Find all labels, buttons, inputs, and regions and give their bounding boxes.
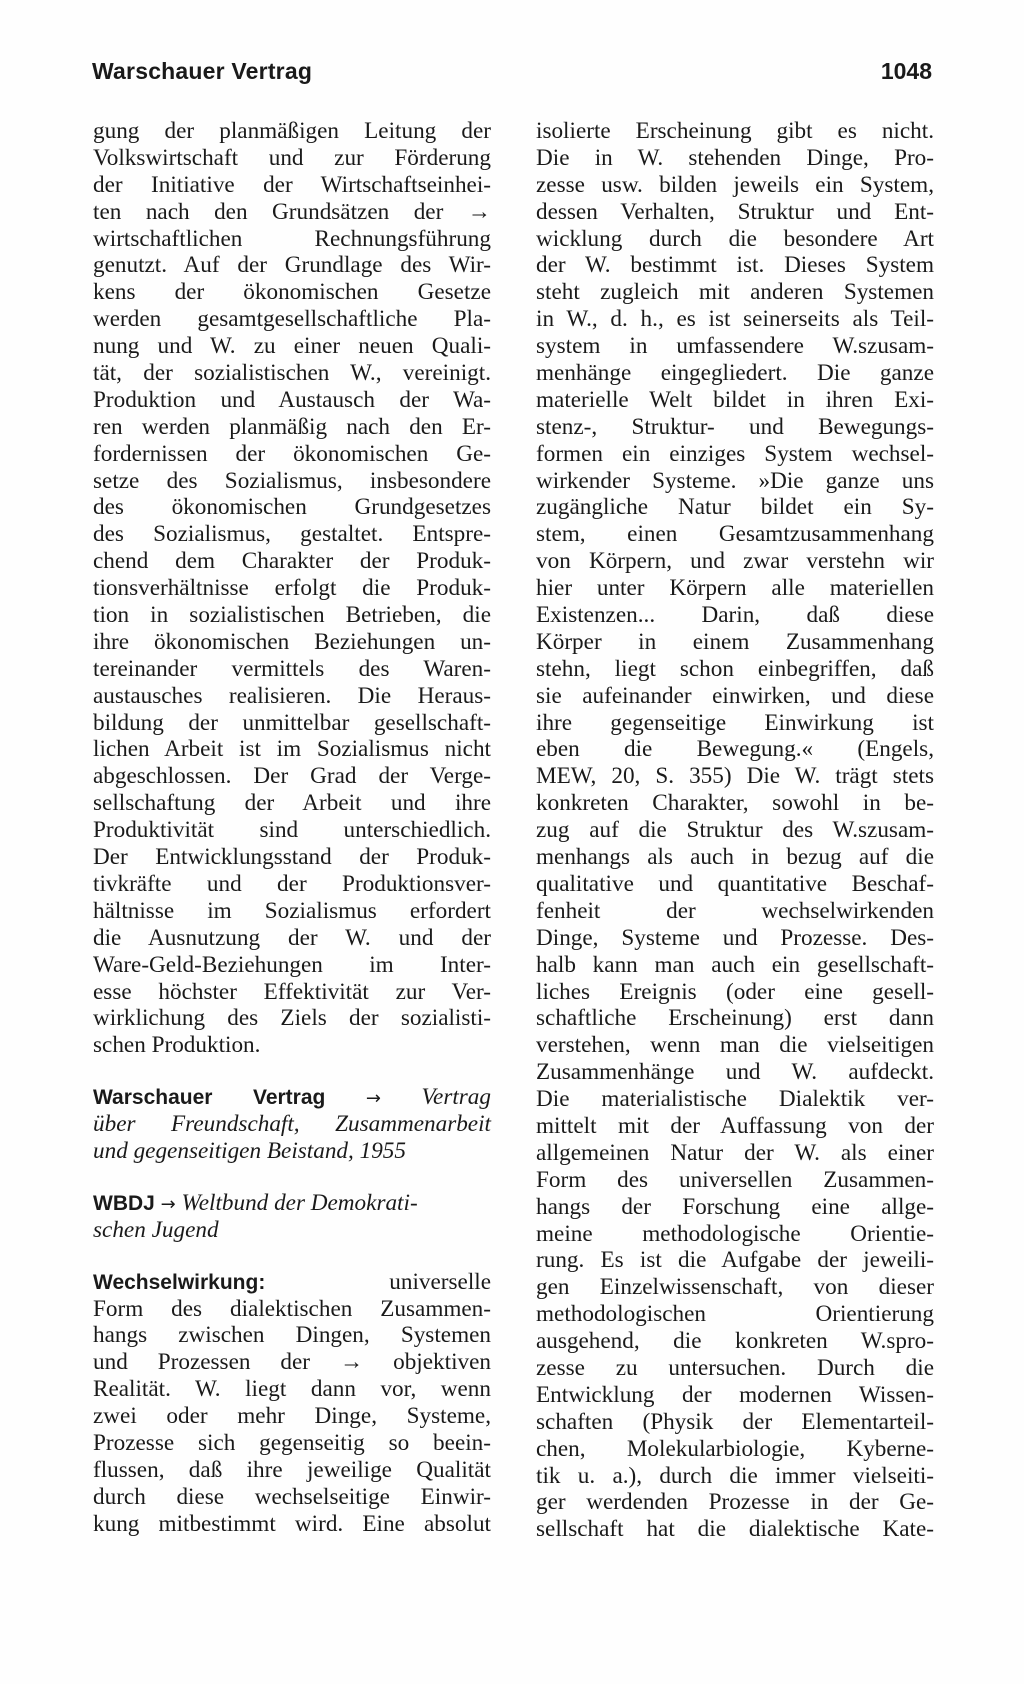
text-line: wicklung durch die besondere Art [536, 225, 934, 252]
text-line: flussen, daß ihre jeweilige Qualität [93, 1456, 491, 1483]
cross-reference-link[interactable]: schen Jugend [93, 1216, 219, 1243]
text-line: von Körpern, und zwar verstehn wir [536, 548, 934, 575]
text-line: hier unter Körpern alle materiellen [536, 575, 934, 602]
text-line: ausgehend, die konkreten W.spro- [536, 1328, 934, 1355]
text-line: meine methodologische Orientie- [536, 1220, 934, 1247]
text-line: isolierte Erscheinung gibt es nicht. [536, 118, 934, 144]
cross-reference-link[interactable]: über Freundschaft, Zusammenarbeit [93, 1111, 491, 1138]
text-line: Form des universellen Zusammen- [536, 1166, 934, 1193]
entry-headword: Warschauer Vertrag [93, 1086, 326, 1110]
text-line: qualitative und quantitative Beschaf- [536, 870, 934, 897]
text-line: ger werdenden Prozesse in der Ge- [536, 1489, 934, 1516]
text-line: dessen Verhalten, Struktur und Ent- [536, 198, 934, 225]
entry-headword: Wechselwirkung: [93, 1270, 266, 1294]
text-line: gung der planmäßigen Leitung der [93, 118, 491, 144]
text-line: mittelt mit der Auffassung von der [536, 1112, 934, 1139]
text-line: chen, Molekularbiologie, Kyberne- [536, 1435, 934, 1462]
text-line: Produktivität sind unterschiedlich. [93, 817, 491, 844]
text-line: ren werden planmäßig nach den Er- [93, 413, 491, 440]
text-line: und Prozessen der → objektiven [93, 1349, 491, 1376]
text-line: rung. Es ist die Aufgabe der jeweili- [536, 1247, 934, 1274]
text-line: ten nach den Grundsätzen der → [93, 198, 491, 225]
text-line: zesse usw. bilden jeweils ein System, [536, 171, 934, 198]
text-line: konkreten Charakter, sowohl in be- [536, 790, 934, 817]
text-line: Volkswirtschaft und zur Förderung [93, 144, 491, 171]
text-line: materielle Welt bildet in ihren Exi- [536, 386, 934, 413]
text-line: gen Einzelwissenschaft, von dieser [536, 1274, 934, 1301]
text-line: Die in W. stehenden Dinge, Pro- [536, 144, 934, 171]
text-line: menhänge eingegliedert. Die ganze [536, 360, 934, 387]
entry-wechselwirkung [93, 1269, 491, 1538]
text-line: halb kann man auch ein gesellschaft- [536, 951, 934, 978]
text-line: hangs der Forschung eine allge- [536, 1193, 934, 1220]
text-line: Existenzen... Darin, daß diese [536, 602, 934, 629]
text-line: schaften (Physik der Elementarteil- [536, 1408, 934, 1435]
text-line: zug auf die Struktur des W.szusam- [536, 817, 934, 844]
text-line: hangs zwischen Dingen, Systemen [93, 1322, 491, 1349]
text-line: sellschaftung der Arbeit und ihre [93, 790, 491, 817]
entry-wbdj [93, 1190, 491, 1244]
text-line: allgemeinen Natur der W. als einer [536, 1139, 934, 1166]
text-line: menhangs als auch in bezug auf die [536, 844, 934, 871]
text-line: stehn, liegt schon einbegriffen, daß [536, 655, 934, 682]
text-line: verstehen, wenn man die vielseitigen [536, 1032, 934, 1059]
text-line: fordernissen der ökonomischen Ge- [93, 440, 491, 467]
text-line: Die materialistische Dialektik ver- [536, 1086, 934, 1113]
text-line: schen Produktion. [93, 1032, 261, 1059]
text-line: tät, der sozialistischen W., vereinigt. [93, 360, 491, 387]
text-line: Zusammenhänge und W. aufdeckt. [536, 1059, 934, 1086]
text-line: der W. bestimmt ist. Dieses System [536, 252, 934, 279]
text-line: eben die Bewegung.« (Engels, [536, 736, 934, 763]
text-line: der Initiative der Wirtschaftseinhei- [93, 171, 491, 198]
text-line: system in umfassendere W.szusam- [536, 333, 934, 360]
text-line: in W., d. h., es ist seinerseits als Teil- [536, 306, 934, 333]
text-line: fenheit der wechselwirkenden [536, 897, 934, 924]
text-line: Form des dialektischen Zusammen- [93, 1295, 491, 1322]
text-line: kens der ökonomischen Gesetze [93, 279, 491, 306]
text-line: zugängliche Natur bildet ein Sy- [536, 494, 934, 521]
entry-line [93, 1084, 491, 1111]
text-line: bildung der unmittelbar gesellschaft- [93, 709, 491, 736]
text-line: wirtschaftlichen Rechnungsführung [93, 225, 491, 252]
running-head: Warschauer Vertrag [92, 58, 313, 84]
entry-warschauer-vertrag [93, 1084, 491, 1165]
text-line: methodologischen Orientierung [536, 1301, 934, 1328]
arrow-icon: → [160, 1193, 176, 1215]
text-line: schaftliche Erscheinung) erst dann [536, 1005, 934, 1032]
text-line: stem, einen Gesamtzusammenhang [536, 521, 934, 548]
text-line: austausches realisieren. Die Heraus- [93, 682, 491, 709]
text-line: tionsverhältnisse erfolgt die Produk- [93, 575, 491, 602]
cross-reference-link[interactable]: Weltbund der Demokrati- [181, 1189, 418, 1216]
text-line: tivkräfte und der Produktionsver- [93, 870, 491, 897]
text-line: setze des Sozialismus, insbesondere [93, 467, 491, 494]
text-line: abgeschlossen. Der Grad der Verge- [93, 763, 491, 790]
text-line: genutzt. Auf der Grundlage des Wir- [93, 252, 491, 279]
text-line: wirklichung des Ziels der sozialisti- [93, 1005, 491, 1032]
text-line: Entwicklung der modernen Wissen- [536, 1381, 934, 1408]
text-line: die Ausnutzung der W. und der [93, 924, 491, 951]
page-number: 1048 [880, 58, 932, 84]
text-line: chend dem Charakter der Produk- [93, 548, 491, 575]
text-line: ihre ökonomischen Beziehungen un- [93, 628, 491, 655]
text-line: zesse zu untersuchen. Durch die [536, 1354, 934, 1381]
entry-headword: WBDJ [93, 1191, 155, 1215]
text-line: Produktion und Austausch der Wa- [93, 386, 491, 413]
text-line: kung mitbestimmt wird. Eine absolut [93, 1510, 491, 1537]
text-line: lichen Arbeit ist im Sozialismus nicht [93, 736, 491, 763]
cross-reference-link[interactable]: und gegenseitigen Beistand, 1955 [93, 1137, 406, 1164]
text-line: Dinge, Systeme und Prozesse. Des- [536, 924, 934, 951]
text-line: tik u. a.), durch die immer vielseiti- [536, 1462, 934, 1489]
cross-reference-link[interactable]: Vertrag [421, 1084, 491, 1111]
text-line: Ware-Geld-Beziehungen im Inter- [93, 951, 491, 978]
text-line: werden gesamtgesellschaftliche Pla- [93, 306, 491, 333]
text-line: hältnisse im Sozialismus erfordert [93, 897, 491, 924]
entry-text: universelle [389, 1268, 491, 1295]
text-line: stenz-, Struktur- und Bewegungs- [536, 413, 934, 440]
text-line: sie aufeinander einwirken, und diese [536, 682, 934, 709]
text-line: durch diese wechselseitige Einwir- [93, 1483, 491, 1510]
text-line: esse höchster Effektivität zur Ver- [93, 978, 491, 1005]
text-line: zwei oder mehr Dinge, Systeme, [93, 1403, 491, 1430]
right-column [536, 118, 934, 1543]
text-line: steht zugleich mit anderen Systemen [536, 279, 934, 306]
text-line: des ökonomischen Grundgesetzes [93, 494, 491, 521]
text-line: wirkender Systeme. »Die ganze uns [536, 467, 934, 494]
text-line: Realität. W. liegt dann vor, wenn [93, 1376, 491, 1403]
text-line: tion in sozialistischen Betrieben, die [93, 602, 491, 629]
text-line: ihre gegenseitige Einwirkung ist [536, 709, 934, 736]
text-line: Körper in einem Zusammenhang [536, 628, 934, 655]
text-line: nung und W. zu einer neuen Quali- [93, 333, 491, 360]
text-line: formen ein einziges System wechsel- [536, 440, 934, 467]
page-header [92, 58, 932, 94]
paragraph-text [93, 118, 491, 1059]
text-line: liches Ereignis (oder eine gesell- [536, 978, 934, 1005]
text-line: Der Entwicklungsstand der Produk- [93, 844, 491, 871]
text-line: des Sozialismus, gestaltet. Entspre- [93, 521, 491, 548]
text-line: tereinander vermittels des Waren- [93, 655, 491, 682]
arrow-icon: → [365, 1088, 381, 1110]
text-line: Prozesse sich gegenseitig so beein- [93, 1429, 491, 1456]
left-column [93, 118, 491, 1538]
text-line: sellschaft hat die dialektische Kate- [536, 1516, 934, 1543]
text-line: MEW, 20, S. 355) Die W. trägt stets [536, 763, 934, 790]
entry-line [93, 1190, 491, 1217]
entry-line [93, 1269, 491, 1296]
